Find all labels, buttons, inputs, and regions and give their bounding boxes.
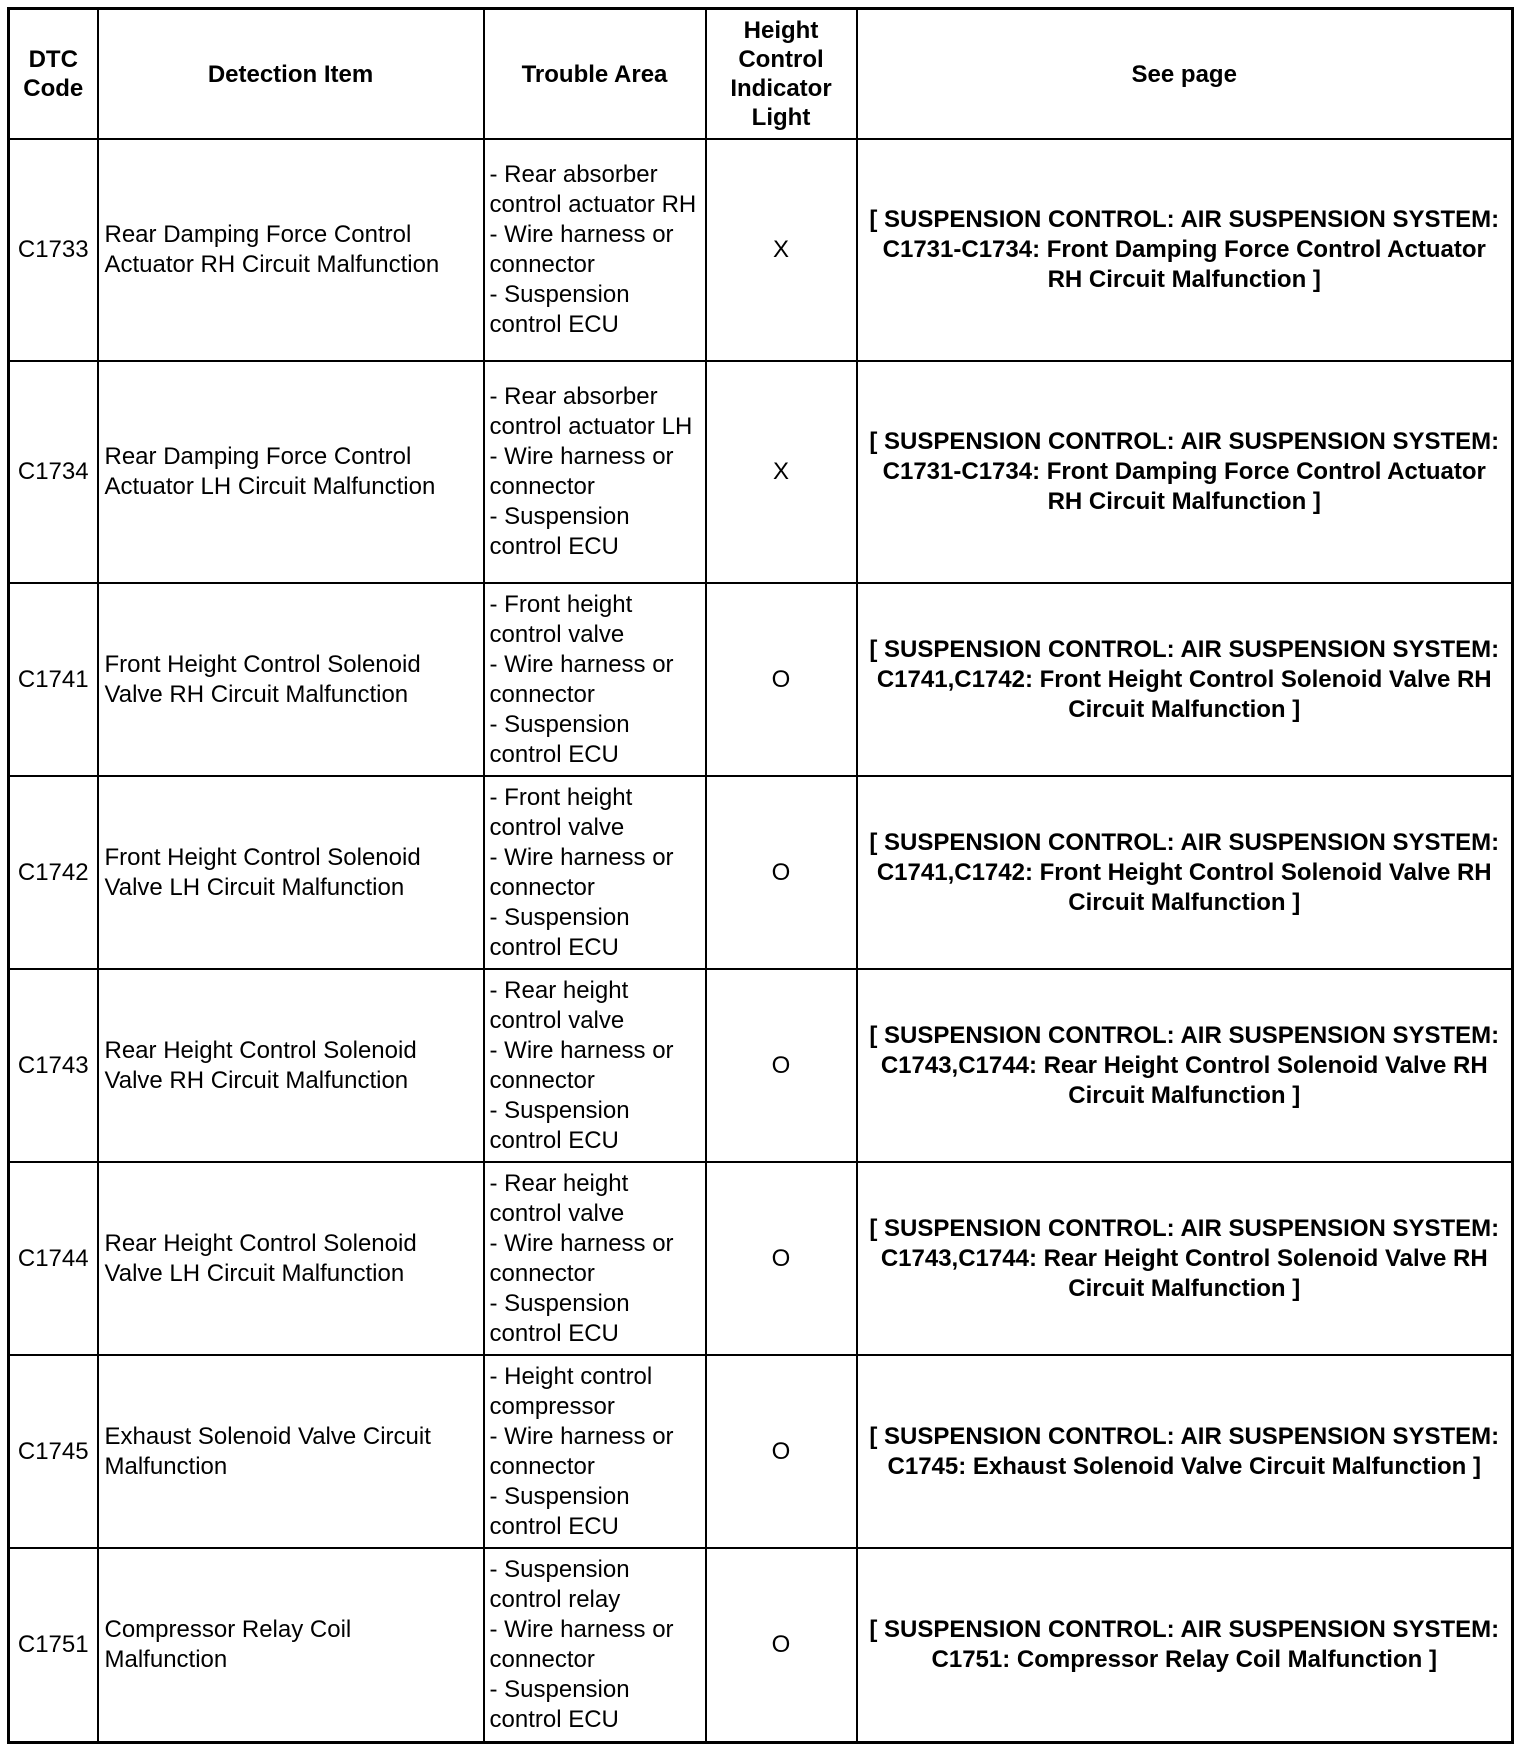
indicator-light-cell: X <box>706 139 857 361</box>
trouble-area-cell: - Suspension control relay - Wire harness or connector - Suspension control ECU <box>484 1548 706 1743</box>
see-page-link[interactable]: [ SUSPENSION CONTROL: AIR SUSPENSION SYSTEM: C1741,C1742: Front Height Control Solenoid Valve RH Circuit Malfunction ] <box>857 776 1513 969</box>
detection-item-cell: Front Height Control Solenoid Valve LH Circuit Malfunction <box>98 776 484 969</box>
dtc-table-container <box>7 7 1514 1744</box>
see-page-link[interactable]: [ SUSPENSION CONTROL: AIR SUSPENSION SYSTEM: C1731-C1734: Front Damping Force Control Actuator RH Circuit Malfunction ] <box>857 139 1513 361</box>
header-indicator-light: Height Control Indicator Light <box>706 9 857 140</box>
table-row <box>9 776 1513 969</box>
dtc-code-cell: C1744 <box>9 1162 98 1355</box>
dtc-code-cell: C1734 <box>9 361 98 583</box>
detection-item-cell: Rear Height Control Solenoid Valve RH Circuit Malfunction <box>98 969 484 1162</box>
table-row <box>9 1548 1513 1743</box>
trouble-area-cell: - Front height control valve - Wire harness or connector - Suspension control ECU <box>484 583 706 776</box>
header-dtc-code: DTC Code <box>9 9 98 140</box>
header-detection-item: Detection Item <box>98 9 484 140</box>
see-page-link[interactable]: [ SUSPENSION CONTROL: AIR SUSPENSION SYSTEM: C1743,C1744: Rear Height Control Solenoid Valve RH Circuit Malfunction ] <box>857 1162 1513 1355</box>
trouble-area-cell: - Rear absorber control actuator RH - Wire harness or connector - Suspension control ECU <box>484 139 706 361</box>
dtc-code-cell: C1733 <box>9 139 98 361</box>
detection-item-cell: Compressor Relay Coil Malfunction <box>98 1548 484 1743</box>
indicator-light-cell: O <box>706 969 857 1162</box>
table-row <box>9 583 1513 776</box>
dtc-code-cell: C1742 <box>9 776 98 969</box>
table-row <box>9 139 1513 361</box>
dtc-table <box>7 7 1514 1744</box>
table-row <box>9 361 1513 583</box>
header-trouble-area: Trouble Area <box>484 9 706 140</box>
indicator-light-cell: X <box>706 361 857 583</box>
see-page-link[interactable]: [ SUSPENSION CONTROL: AIR SUSPENSION SYSTEM: C1743,C1744: Rear Height Control Solenoid Valve RH Circuit Malfunction ] <box>857 969 1513 1162</box>
indicator-light-cell: O <box>706 583 857 776</box>
detection-item-cell: Rear Damping Force Control Actuator RH Circuit Malfunction <box>98 139 484 361</box>
detection-item-cell: Rear Height Control Solenoid Valve LH Circuit Malfunction <box>98 1162 484 1355</box>
dtc-code-cell: C1745 <box>9 1355 98 1548</box>
dtc-code-cell: C1743 <box>9 969 98 1162</box>
indicator-light-cell: O <box>706 1355 857 1548</box>
see-page-link[interactable]: [ SUSPENSION CONTROL: AIR SUSPENSION SYSTEM: C1751: Compressor Relay Coil Malfunction ] <box>857 1548 1513 1743</box>
header-see-page: See page <box>857 9 1513 140</box>
detection-item-cell: Front Height Control Solenoid Valve RH Circuit Malfunction <box>98 583 484 776</box>
table-row <box>9 969 1513 1162</box>
indicator-light-cell: O <box>706 776 857 969</box>
header-row <box>9 9 1513 140</box>
detection-item-cell: Exhaust Solenoid Valve Circuit Malfunction <box>98 1355 484 1548</box>
detection-item-cell: Rear Damping Force Control Actuator LH Circuit Malfunction <box>98 361 484 583</box>
trouble-area-cell: - Front height control valve - Wire harness or connector - Suspension control ECU <box>484 776 706 969</box>
dtc-code-cell: C1741 <box>9 583 98 776</box>
indicator-light-cell: O <box>706 1548 857 1743</box>
dtc-code-cell: C1751 <box>9 1548 98 1743</box>
see-page-link[interactable]: [ SUSPENSION CONTROL: AIR SUSPENSION SYSTEM: C1731-C1734: Front Damping Force Control Actuator RH Circuit Malfunction ] <box>857 361 1513 583</box>
table-row <box>9 1162 1513 1355</box>
see-page-link[interactable]: [ SUSPENSION CONTROL: AIR SUSPENSION SYSTEM: C1741,C1742: Front Height Control Solenoid Valve RH Circuit Malfunction ] <box>857 583 1513 776</box>
trouble-area-cell: - Height control compressor - Wire harness or connector - Suspension control ECU <box>484 1355 706 1548</box>
indicator-light-cell: O <box>706 1162 857 1355</box>
trouble-area-cell: - Rear height control valve - Wire harness or connector - Suspension control ECU <box>484 1162 706 1355</box>
trouble-area-cell: - Rear height control valve - Wire harness or connector - Suspension control ECU <box>484 969 706 1162</box>
trouble-area-cell: - Rear absorber control actuator LH - Wire harness or connector - Suspension control ECU <box>484 361 706 583</box>
see-page-link[interactable]: [ SUSPENSION CONTROL: AIR SUSPENSION SYSTEM: C1745: Exhaust Solenoid Valve Circuit Malfunction ] <box>857 1355 1513 1548</box>
table-row <box>9 1355 1513 1548</box>
